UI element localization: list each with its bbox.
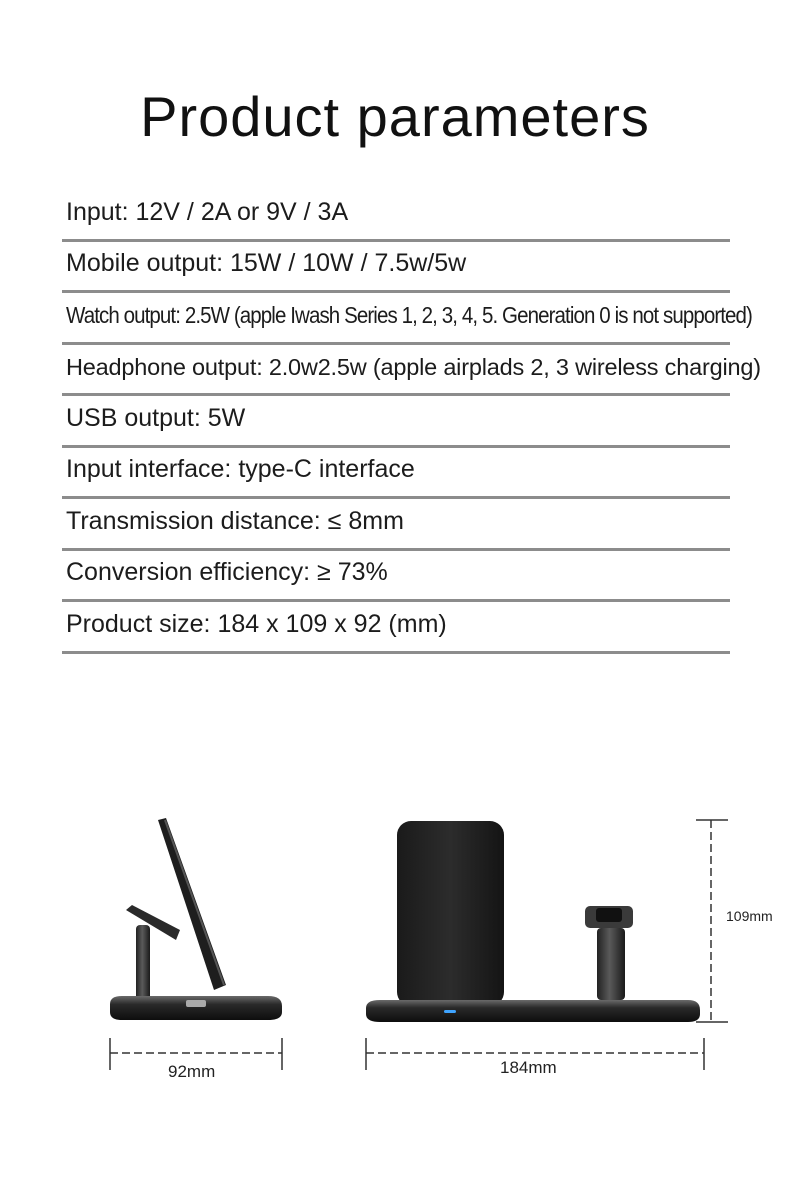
param-product-size <box>62 602 730 654</box>
param-text: Transmission distance: ≤ 8mm <box>66 506 404 535</box>
side-base <box>110 996 282 1020</box>
side-watch-arm <box>126 905 180 940</box>
param-conversion-efficiency <box>62 551 730 603</box>
param-text: Input interface: type-C interface <box>66 455 415 483</box>
product-illustration <box>0 780 800 1110</box>
front-post <box>597 928 625 1000</box>
param-text: USB output: 5W <box>66 403 246 432</box>
parameter-list <box>62 190 761 654</box>
param-input-interface <box>62 448 730 500</box>
side-port <box>186 1000 206 1007</box>
depth-label: 92mm <box>168 1062 216 1081</box>
front-view <box>366 821 700 1022</box>
width-label: 184mm <box>500 1058 557 1077</box>
param-input <box>62 190 730 242</box>
product-dimension-diagram <box>0 780 800 1110</box>
param-text: Conversion efficiency: ≥ 73% <box>66 558 388 586</box>
param-text: Product size: 184 x 109 x 92 (mm) <box>66 609 447 638</box>
param-usb-output <box>62 396 730 448</box>
param-text: Watch output: 2.5W (apple Iwash Series 1, 2, 3, 4, 5. Generation 0 is not supported) <box>66 301 752 329</box>
front-phone-pad <box>397 821 504 1006</box>
led-indicator <box>444 1010 456 1013</box>
height-label: 109mm <box>726 908 773 924</box>
param-mobile-output <box>62 242 730 294</box>
page-title: Product parameters <box>140 85 650 148</box>
param-text: Mobile output: 15W / 10W / 7.5w/5w <box>66 249 467 277</box>
side-view <box>110 818 282 1020</box>
front-base <box>366 1000 700 1022</box>
param-text: Headphone output: 2.0w2.5w (apple airplads 2, 3 wireless charging) <box>66 354 761 380</box>
param-transmission-distance <box>62 499 730 551</box>
side-post <box>136 925 150 1003</box>
param-watch-output <box>62 293 752 345</box>
param-text: Input: 12V / 2A or 9V / 3A <box>66 197 349 226</box>
param-headphone-output <box>62 345 761 397</box>
